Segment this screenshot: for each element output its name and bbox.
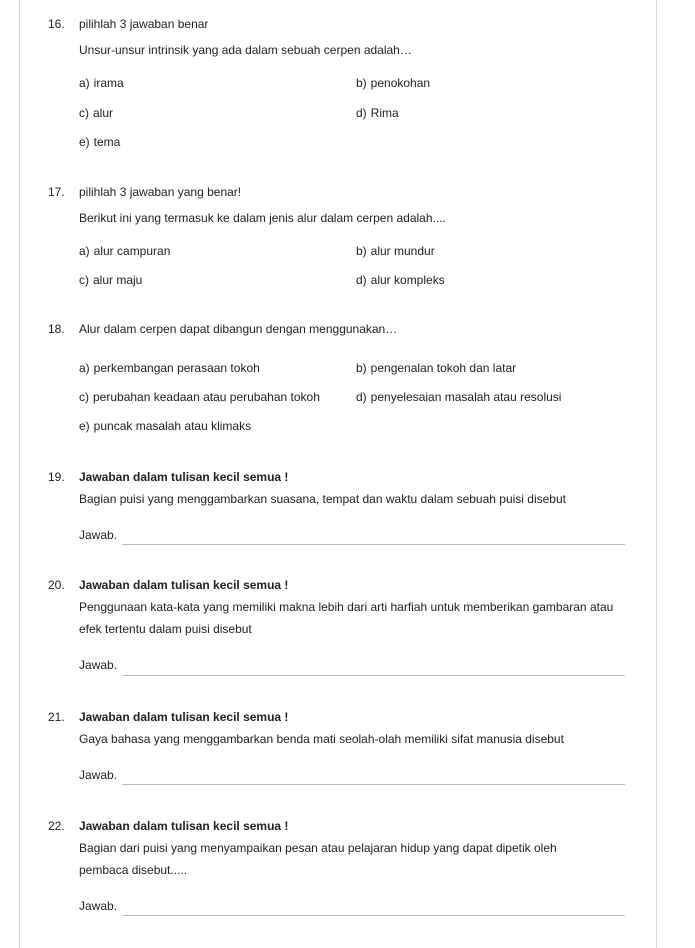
answer-label: Jawab. xyxy=(79,528,118,542)
option-c[interactable] xyxy=(79,106,113,120)
question-number: 22. xyxy=(48,819,65,833)
option-label: tema xyxy=(93,135,121,149)
answer-line[interactable] xyxy=(122,915,625,916)
answer-line[interactable] xyxy=(122,544,625,545)
answer-line[interactable] xyxy=(122,675,625,676)
answer-label: Jawab. xyxy=(79,899,118,913)
question-text: Gaya bahasa yang menggambarkan benda mati seolah-olah memiliki sifat manusia disebut xyxy=(79,732,564,746)
option-label: perkembangan perasaan tokoh xyxy=(93,361,260,375)
question-instruction: Jawaban dalam tulisan kecil semua ! xyxy=(79,470,289,484)
option-letter: b) xyxy=(356,76,367,90)
question-instruction: Jawaban dalam tulisan kecil semua ! xyxy=(79,819,289,833)
option-letter: a) xyxy=(79,244,90,258)
option-e[interactable] xyxy=(79,135,120,149)
option-letter: e) xyxy=(79,135,90,149)
question-number: 21. xyxy=(48,710,65,724)
option-letter: c) xyxy=(79,273,89,287)
option-letter: d) xyxy=(356,106,367,120)
question-instruction: pilihlah 3 jawaban benar xyxy=(79,17,209,31)
option-b[interactable] xyxy=(356,244,435,258)
option-a[interactable] xyxy=(79,244,170,258)
option-d[interactable] xyxy=(356,390,561,404)
option-d[interactable] xyxy=(356,273,445,287)
option-letter: c) xyxy=(79,390,89,404)
answer-label: Jawab. xyxy=(79,768,118,782)
question-instruction: pilihlah 3 jawaban yang benar! xyxy=(79,185,242,199)
option-a[interactable] xyxy=(79,361,260,375)
question-text: Unsur-unsur intrinsik yang ada dalam sebuah cerpen adalah… xyxy=(79,43,412,57)
option-label: alur kompleks xyxy=(370,273,445,287)
page-border-right xyxy=(656,0,657,948)
option-letter: c) xyxy=(79,106,89,120)
answer-label: Jawab. xyxy=(79,658,118,672)
question-instruction: Alur dalam cerpen dapat dibangun dengan menggunakan… xyxy=(79,322,398,336)
option-label: puncak masalah atau klimaks xyxy=(93,419,252,433)
option-letter: d) xyxy=(356,390,367,404)
option-letter: a) xyxy=(79,361,90,375)
option-label: penokohan xyxy=(370,76,431,90)
option-label: Rima xyxy=(370,106,399,120)
page-border-left xyxy=(19,0,20,948)
option-letter: b) xyxy=(356,244,367,258)
answer-line[interactable] xyxy=(122,784,625,785)
option-label: alur mundur xyxy=(370,244,435,258)
option-letter: e) xyxy=(79,419,90,433)
option-e[interactable] xyxy=(79,419,251,433)
option-label: alur maju xyxy=(93,273,143,287)
question-text: Berikut ini yang termasuk ke dalam jenis alur dalam cerpen adalah.... xyxy=(79,211,446,225)
option-label: alur xyxy=(93,106,114,120)
option-c[interactable] xyxy=(79,390,320,404)
question-number: 20. xyxy=(48,578,65,592)
question-number: 16. xyxy=(48,17,65,31)
option-label: alur campuran xyxy=(93,244,171,258)
option-c[interactable] xyxy=(79,273,142,287)
option-letter: a) xyxy=(79,76,90,90)
option-b[interactable] xyxy=(356,361,516,375)
option-d[interactable] xyxy=(356,106,399,120)
question-number: 19. xyxy=(48,470,65,484)
question-instruction: Jawaban dalam tulisan kecil semua ! xyxy=(79,578,289,592)
option-label: irama xyxy=(93,76,124,90)
question-number: 18. xyxy=(48,322,65,336)
option-label: perubahan keadaan atau perubahan tokoh xyxy=(93,390,320,404)
question-text: Bagian dari puisi yang menyampaikan pesan atau pelajaran hidup yang dapat dipetik oleh pembaca disebut..... xyxy=(79,841,557,877)
question-text: Penggunaan kata-kata yang memiliki makna lebih dari arti harfiah untuk memberikan gambaran atau efek tertentu dalam puisi disebut xyxy=(79,600,614,636)
option-label: penyelesaian masalah atau resolusi xyxy=(370,390,562,404)
option-a[interactable] xyxy=(79,76,124,90)
option-b[interactable] xyxy=(356,76,430,90)
question-text: Bagian puisi yang menggambarkan suasana, tempat dan waktu dalam sebuah puisi disebut xyxy=(79,492,566,506)
option-letter: d) xyxy=(356,273,367,287)
question-number: 17. xyxy=(48,185,65,199)
option-letter: b) xyxy=(356,361,367,375)
question-instruction: Jawaban dalam tulisan kecil semua ! xyxy=(79,710,289,724)
option-label: pengenalan tokoh dan latar xyxy=(370,361,517,375)
